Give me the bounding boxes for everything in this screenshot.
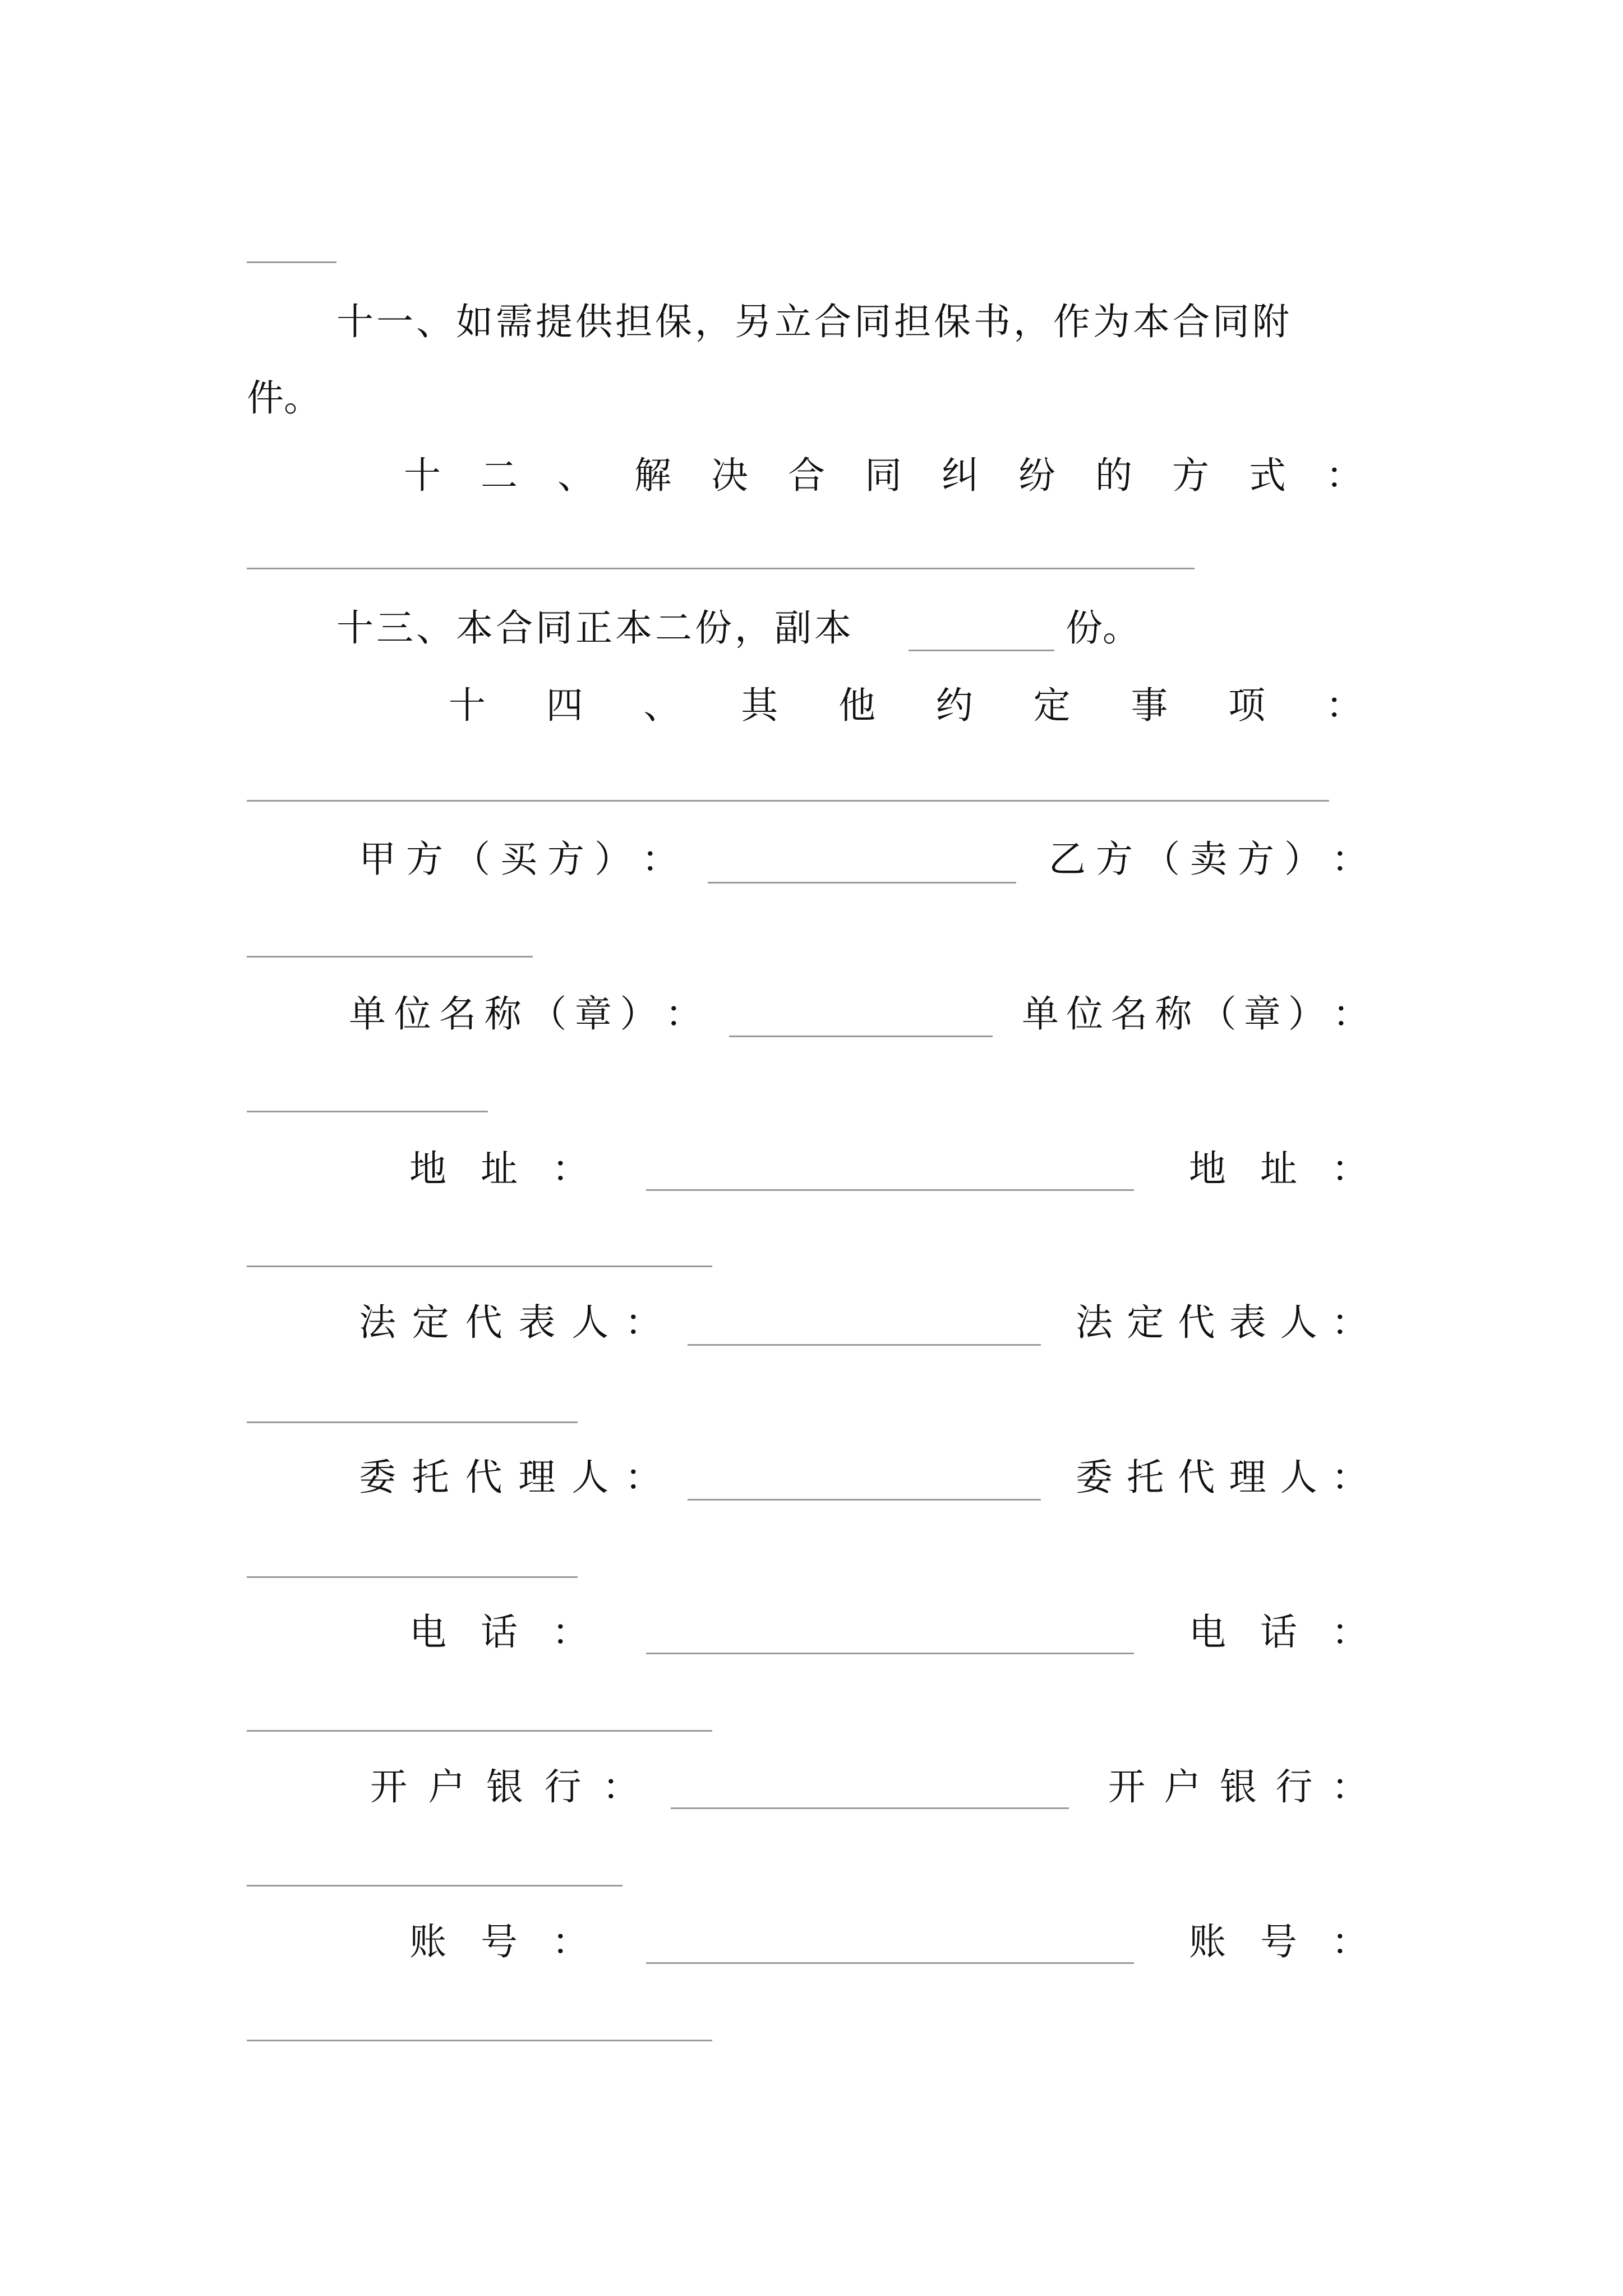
legal-rep-b-label-char: 法 — [1076, 1301, 1113, 1344]
clause-14-char: 约 — [935, 684, 973, 727]
agent-a-label-char: 理 — [518, 1456, 556, 1499]
bank-b-label-char: 银 — [1220, 1765, 1257, 1809]
bank-b-label-char: 开 — [1108, 1765, 1145, 1809]
agent-b-label-char: 托 — [1127, 1456, 1164, 1499]
legal-rep-b-label-char: ： — [1331, 1301, 1368, 1344]
party-b-label — [1049, 837, 1368, 882]
agent-b-label — [1076, 1455, 1368, 1500]
address-b-label-char: 地 — [1189, 1147, 1226, 1190]
unit-name-b-label-char: 称 — [1155, 992, 1192, 1036]
bank-a-label-char: ： — [602, 1765, 639, 1809]
clause-12-char: 决 — [711, 454, 748, 497]
clause-14-blank[interactable] — [247, 800, 1329, 802]
unit-name-a-label-char: 单 — [349, 992, 386, 1036]
agent-a-label-char: ： — [624, 1456, 662, 1499]
bank-a-blank[interactable] — [671, 1807, 1069, 1809]
clause-14-char: 项 — [1228, 684, 1266, 727]
clause-12 — [404, 453, 1363, 498]
clause-12-char: 式 — [1249, 454, 1286, 497]
unit-name-b-label-char: （ — [1199, 992, 1237, 1036]
party-a-label-char: 方 — [547, 838, 584, 881]
unit-name-b-label-char: 名 — [1110, 992, 1148, 1036]
clause-13-suffix: 份。 — [1066, 606, 1140, 650]
legal-rep-b-label-char: 表 — [1229, 1301, 1266, 1344]
bank-a-label-char: 开 — [370, 1765, 407, 1809]
address-b-label-char: ： — [1331, 1147, 1368, 1190]
party-b-label-char: ） — [1284, 838, 1321, 881]
unit-name-a-label-char: 名 — [439, 992, 477, 1036]
account-b-label — [1189, 1920, 1368, 1964]
party-b-label-char: 卖 — [1190, 838, 1227, 881]
agent-b-label-char: 委 — [1076, 1456, 1113, 1499]
phone-b-label-char: 话 — [1260, 1611, 1297, 1654]
clause-14-char: 、 — [643, 684, 681, 727]
account-a-label-char: 号 — [481, 1920, 518, 1963]
agent-a-label-char: 委 — [359, 1456, 396, 1499]
clause-14-char: 他 — [838, 684, 876, 727]
agent-b-label-char: 代 — [1178, 1456, 1215, 1499]
party-a-label-char: 甲 — [359, 838, 396, 881]
bank-b-label-char: 行 — [1275, 1765, 1313, 1809]
bank-b-label-char: 户 — [1164, 1765, 1201, 1809]
clause-12-char: 二 — [481, 454, 518, 497]
clause-14-char: 其 — [741, 684, 778, 727]
clause-12-char: 方 — [1172, 454, 1209, 497]
bank-a-label-char: 银 — [486, 1765, 523, 1809]
clause-12-char: 的 — [1095, 454, 1132, 497]
phone-b-label-char: 电 — [1189, 1611, 1226, 1654]
unit-name-b-label-char: ） — [1288, 992, 1325, 1036]
party-b-label-char: ： — [1331, 838, 1368, 881]
address-b-label — [1189, 1147, 1368, 1191]
legal-rep-a-label — [359, 1300, 662, 1345]
legal-rep-a-label-char: ： — [624, 1301, 662, 1344]
legal-rep-a-label-char: 人 — [571, 1301, 609, 1344]
legal-rep-b-blank[interactable] — [247, 1421, 578, 1423]
unit-name-a-label-char: 称 — [484, 992, 522, 1036]
bank-b-label-char: ： — [1331, 1765, 1368, 1809]
clause-12-blank[interactable] — [247, 568, 1195, 569]
account-a-label-char: ： — [552, 1920, 589, 1963]
unit-name-b-label-char: ： — [1332, 992, 1370, 1036]
unit-name-a-label — [349, 992, 702, 1037]
unit-name-b-label-char: 章 — [1243, 992, 1281, 1036]
party-a-blank[interactable] — [708, 882, 1016, 884]
clause-12-char: 合 — [788, 454, 825, 497]
agent-a-blank[interactable] — [688, 1499, 1041, 1501]
clause-13-text: 十三、本合同正本二份，副本 — [336, 606, 854, 650]
unit-name-b-label-char: 单 — [1022, 992, 1059, 1036]
bank-b-label — [1108, 1765, 1368, 1810]
party-b-blank[interactable] — [247, 956, 533, 958]
party-b-label-char: 乙 — [1049, 838, 1086, 881]
account-b-label-char: ： — [1331, 1920, 1368, 1963]
clause-14-char: 四 — [546, 684, 583, 727]
bank-a-label — [370, 1765, 639, 1810]
clause-11-line-1: 十一、如需提供担保，另立合同担保书，作为本合同附 — [336, 300, 1292, 343]
agent-a-label-char: 托 — [412, 1456, 449, 1499]
address-a-label-char: 址 — [481, 1147, 518, 1190]
address-b-label-char: 址 — [1260, 1147, 1297, 1190]
clause-12-char: 十 — [404, 454, 441, 497]
agent-a-label — [359, 1455, 662, 1500]
address-b-blank[interactable] — [247, 1266, 712, 1267]
clause-12-char: 纷 — [1018, 454, 1055, 497]
legal-rep-a-blank[interactable] — [688, 1344, 1041, 1346]
phone-b-blank[interactable] — [247, 1730, 712, 1732]
clause-12-char: 解 — [634, 454, 671, 497]
party-a-label-char: （ — [453, 838, 490, 881]
clause-12-char: 纠 — [942, 454, 979, 497]
account-b-label-char: 号 — [1260, 1920, 1297, 1963]
clause-14-char: 十 — [449, 684, 486, 727]
clause-14-char: 事 — [1131, 684, 1168, 727]
unit-name-b-label-char: 位 — [1066, 992, 1104, 1036]
legal-rep-b-label — [1076, 1300, 1368, 1345]
phone-b-label-char: ： — [1331, 1611, 1368, 1654]
account-a-label-char: 账 — [409, 1920, 446, 1963]
legal-rep-a-label-char: 代 — [465, 1301, 502, 1344]
address-a-label-char: 地 — [409, 1147, 446, 1190]
bank-a-label-char: 行 — [544, 1765, 582, 1809]
phone-a-blank[interactable] — [646, 1653, 1134, 1654]
party-b-label-char: （ — [1143, 838, 1180, 881]
agent-a-label-char: 人 — [571, 1456, 609, 1499]
unit-name-b-blank[interactable] — [247, 1111, 488, 1112]
party-a-label-char: ： — [642, 838, 679, 881]
phone-a-label — [409, 1610, 589, 1655]
account-a-label — [409, 1920, 589, 1964]
agent-a-label-char: 代 — [465, 1456, 502, 1499]
phone-a-label-char: 电 — [409, 1611, 446, 1654]
unit-name-a-label-char: （ — [529, 992, 567, 1036]
clause-12-char: ： — [1326, 454, 1363, 497]
agent-b-blank[interactable] — [247, 1576, 578, 1578]
party-a-label-char: 方 — [406, 838, 443, 881]
party-a-label-char: 买 — [500, 838, 537, 881]
clause-14-char: 定 — [1033, 684, 1071, 727]
unit-name-b-label — [1022, 992, 1370, 1037]
copies-blank[interactable] — [909, 650, 1054, 651]
address-a-blank[interactable] — [646, 1189, 1134, 1191]
address-a-label-char: ： — [552, 1147, 589, 1190]
unit-name-a-label-char: ： — [665, 992, 702, 1036]
legal-rep-a-label-char: 定 — [412, 1301, 449, 1344]
legal-rep-b-label-char: 定 — [1127, 1301, 1164, 1344]
legal-rep-b-label-char: 人 — [1280, 1301, 1317, 1344]
agent-b-label-char: ： — [1331, 1456, 1368, 1499]
unit-name-a-label-char: 位 — [394, 992, 431, 1036]
blank-line-top[interactable] — [247, 261, 336, 263]
party-a-label-char: ） — [594, 838, 631, 881]
clause-12-char: 同 — [865, 454, 902, 497]
unit-name-a-label-char: ） — [620, 992, 657, 1036]
address-a-label — [409, 1147, 589, 1191]
legal-rep-a-label-char: 法 — [359, 1301, 396, 1344]
clause-12-char: 、 — [557, 454, 594, 497]
phone-b-label — [1189, 1610, 1368, 1655]
bank-b-blank[interactable] — [247, 1885, 623, 1887]
clause-14 — [449, 683, 1363, 728]
account-a-blank[interactable] — [646, 1962, 1134, 1964]
party-a-label — [359, 837, 679, 882]
phone-a-label-char: 话 — [481, 1611, 518, 1654]
legal-rep-b-label-char: 代 — [1178, 1301, 1215, 1344]
party-b-label-char: 方 — [1237, 838, 1274, 881]
phone-a-label-char: ： — [552, 1611, 589, 1654]
unit-name-a-label-char: 章 — [574, 992, 612, 1036]
account-b-label-char: 账 — [1189, 1920, 1226, 1963]
agent-b-label-char: 理 — [1229, 1456, 1266, 1499]
legal-rep-a-label-char: 表 — [518, 1301, 556, 1344]
bank-a-label-char: 户 — [428, 1765, 465, 1809]
agent-b-label-char: 人 — [1280, 1456, 1317, 1499]
clause-11-line-2: 件。 — [247, 376, 321, 420]
account-b-blank[interactable] — [247, 2040, 712, 2041]
unit-name-a-blank[interactable] — [729, 1036, 993, 1037]
party-b-label-char: 方 — [1096, 838, 1133, 881]
clause-14-char: ： — [1325, 684, 1363, 727]
